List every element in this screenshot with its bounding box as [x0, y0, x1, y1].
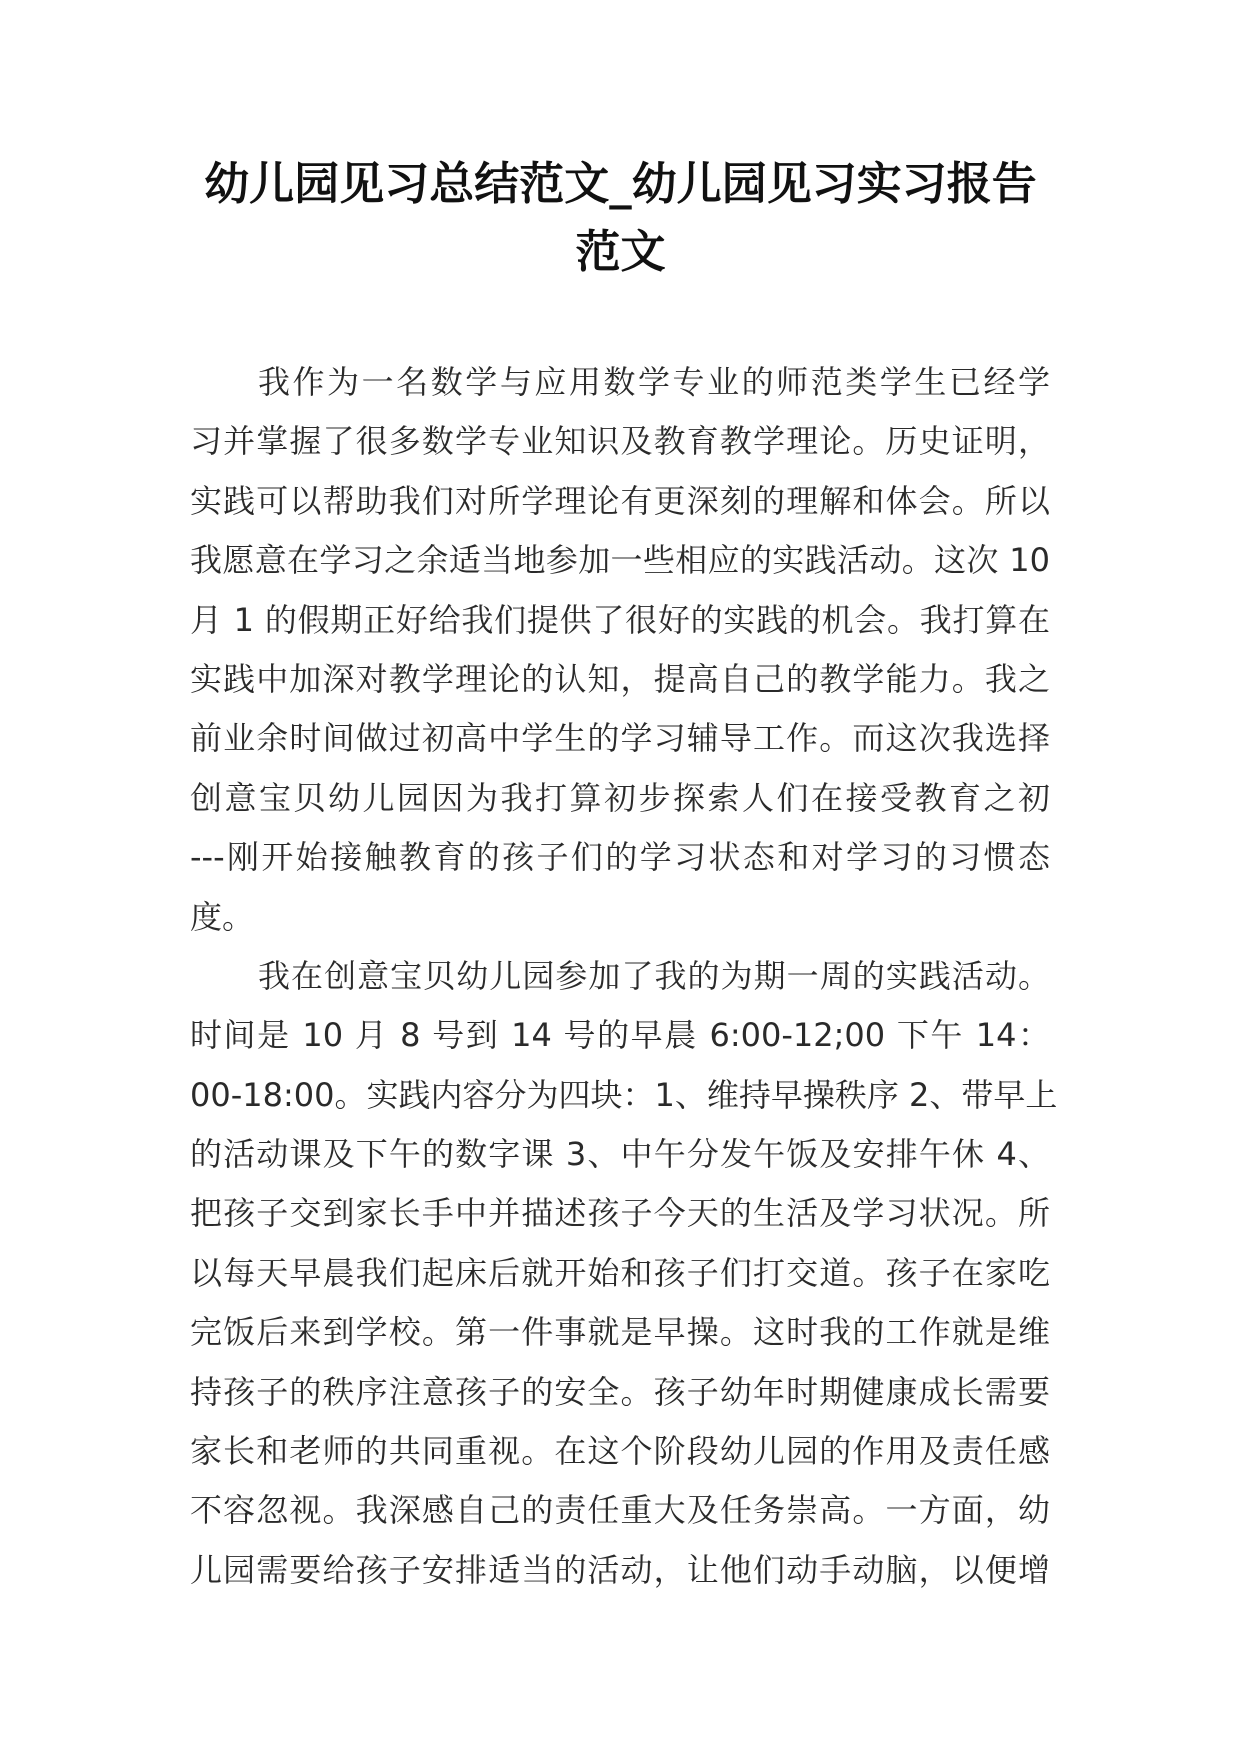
- paragraph-2-line-5: 把孩子交到家长手中并描述孩子今天的生活及学习状况。所: [190, 1194, 1050, 1233]
- paragraph-2-line-3: 00-18:00。实践内容分为四块：1、维持早操秩序 2、带早上: [190, 1075, 1058, 1114]
- title-line-2: 范文: [575, 225, 666, 278]
- paragraph-1-line-8: 创意宝贝幼儿园因为我打算初步探索人们在接受教育之初: [190, 778, 1050, 817]
- paragraph-1-line-1: 我作为一名数学与应用数学专业的师范类学生已经学: [258, 363, 1050, 401]
- paragraph-2-line-9: 家长和老师的共同重视。在这个阶段幼儿园的作用及责任感: [190, 1432, 1050, 1471]
- paragraph-2-line-1: 我在创意宝贝幼儿园参加了我的为期一周的实践活动。: [258, 956, 1050, 995]
- paragraph-1-line-4: 我愿意在学习之余适当地参加一些相应的实践活动。这次 10: [190, 541, 1050, 580]
- paragraph-1-line-5: 月 1 的假期正好给我们提供了很好的实践的机会。我打算在: [190, 600, 1050, 639]
- paragraph-2-line-8: 持孩子的秩序注意孩子的安全。孩子幼年时期健康成长需要: [190, 1372, 1050, 1411]
- paragraph-2-line-2: 时间是 10 月 8 号到 14 号的早晨 6:00-12;00 下午 14：: [190, 1016, 1050, 1055]
- paragraph-1-line-2: 习并掌握了很多数学专业知识及教育教学理论。历史证明，: [190, 422, 1050, 461]
- document-title: [160, 150, 1081, 286]
- paragraph-2-line-4: 的活动课及下午的数字课 3、中午分发午饭及安排午休 4、: [190, 1135, 1050, 1174]
- paragraph-1-line-9: ---刚开始接触教育的孩子们的学习状态和对学习的习惯态: [190, 838, 1050, 877]
- document-body: [190, 353, 1058, 1600]
- paragraph-2-line-6: 以每天早晨我们起床后就开始和孩子们打交道。孩子在家吃: [190, 1253, 1050, 1292]
- title-line-1: 幼儿园见习总结范文_幼儿园见习实习报告: [204, 157, 1037, 210]
- paragraph-1-line-7: 前业余时间做过初高中学生的学习辅导工作。而这次我选择: [190, 719, 1050, 758]
- paragraph-2-line-10: 不容忽视。我深感自己的责任重大及任务崇高。一方面，幼: [190, 1491, 1050, 1530]
- paragraph-1-line-10: 度。: [190, 897, 255, 936]
- paragraph-1-line-6: 实践中加深对教学理论的认知，提高自己的教学能力。我之: [190, 659, 1050, 698]
- paragraph-2-line-7: 完饭后来到学校。第一件事就是早操。这时我的工作就是维: [190, 1313, 1050, 1352]
- paragraph-1-line-3: 实践可以帮助我们对所学理论有更深刻的理解和体会。所以: [190, 481, 1050, 520]
- paragraph-2-line-11: 儿园需要给孩子安排适当的活动，让他们动手动脑，以便增: [190, 1550, 1050, 1589]
